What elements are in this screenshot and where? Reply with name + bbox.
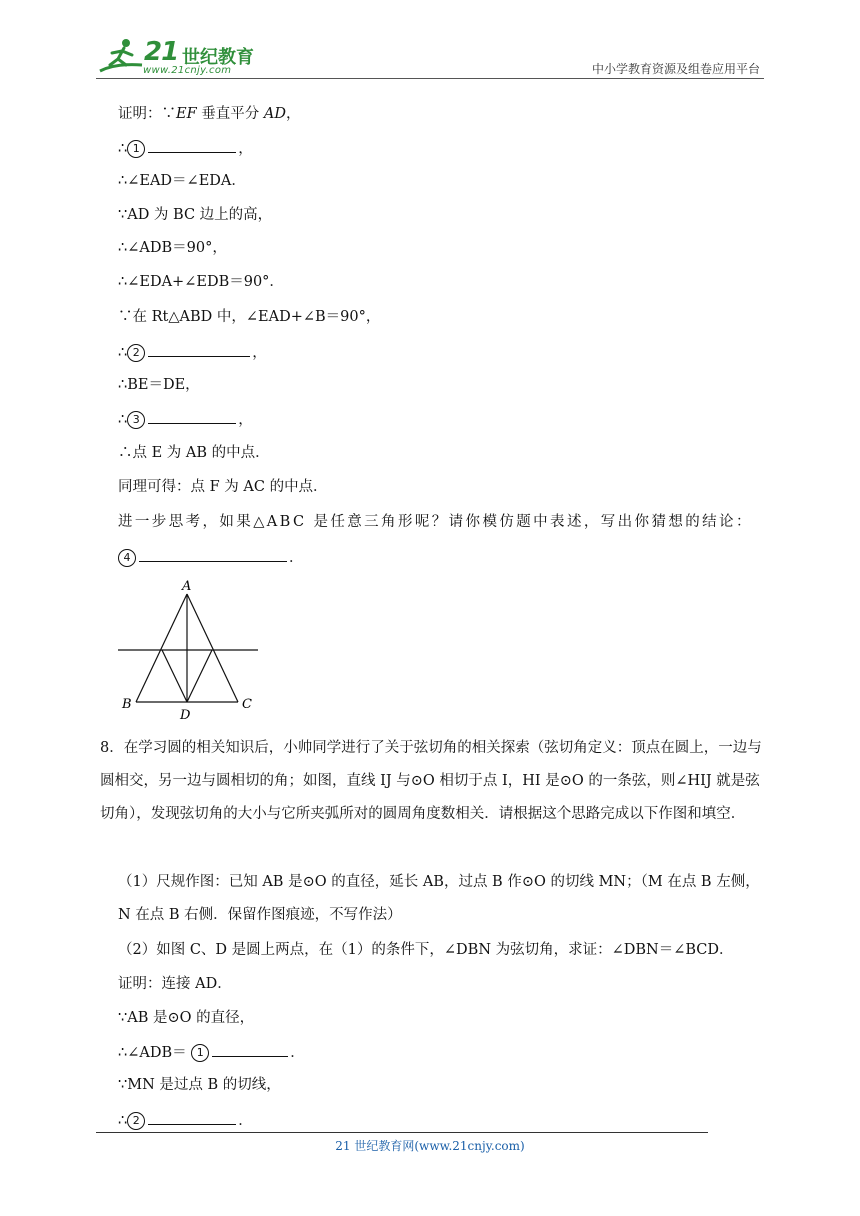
q8-proof-line-4: ∵MN 是过点 B 的切线， bbox=[118, 1077, 281, 1093]
q8-answer-blank-1[interactable] bbox=[212, 1041, 288, 1057]
logo-url: www.21cnjy.com bbox=[143, 65, 232, 76]
proof-line-7: ∵在 Rt△ABD 中，∠EAD+∠B＝90°， bbox=[118, 309, 381, 325]
proof-line-5: ∴∠ADB＝90°， bbox=[118, 240, 227, 256]
footer-divider bbox=[96, 1132, 708, 1133]
proof-line-4: ∵AD 为 BC 边上的高， bbox=[118, 207, 273, 223]
proof-line-1: 证明：∵EF 垂直平分 AD， bbox=[118, 106, 301, 122]
q8-answer-blank-2[interactable] bbox=[148, 1109, 236, 1125]
circled-number: 2 bbox=[127, 1112, 145, 1130]
runner-logo-icon bbox=[96, 35, 146, 79]
further-thinking: 进一步思考，如果△ABC 是任意三角形呢？请你模仿题中表述，写出你猜想的结论： bbox=[118, 514, 753, 530]
triangle-figure bbox=[114, 574, 264, 724]
circled-number: 1 bbox=[191, 1044, 209, 1062]
proof-line-11: ∴点 E 为 AB 的中点． bbox=[118, 445, 270, 461]
footer-link[interactable]: 21 世纪教育网(www.21cnjy.com) bbox=[335, 1139, 525, 1153]
circled-number: 1 bbox=[127, 140, 145, 158]
proof-line-9: ∴BE＝DE， bbox=[118, 377, 200, 393]
logo-text: 世纪教育 bbox=[182, 47, 254, 68]
proof-line-6: ∴∠EDA+∠EDB＝90°． bbox=[118, 274, 284, 290]
proof-line-blank-2: ∴ 2 ， bbox=[118, 341, 267, 363]
q8-proof-line-blank-1: ∴∠ADB＝ 1 ． bbox=[118, 1041, 305, 1063]
platform-title: 中小学教育资源及组卷应用平台 bbox=[591, 62, 760, 76]
question-8-part-2: （2）如图 C、D 是圆上两点，在（1）的条件下，∠DBN 为弦切角，求证：∠DBN＝∠BCD． bbox=[118, 942, 734, 958]
answer-blank-1[interactable] bbox=[148, 137, 236, 153]
proof-line-blank-4: 4 ． bbox=[118, 546, 304, 568]
circled-number: 4 bbox=[118, 549, 136, 567]
logo bbox=[96, 35, 256, 79]
proof-line-12: 同理可得：点 F 为 AC 的中点． bbox=[118, 479, 328, 495]
circled-number: 3 bbox=[127, 411, 145, 429]
logo-number: 21 bbox=[144, 37, 179, 67]
proof-line-blank-1: ∴ 1 ， bbox=[118, 137, 253, 159]
answer-blank-2[interactable] bbox=[148, 341, 250, 357]
q8-proof-line-1: 证明：连接 AD． bbox=[118, 976, 232, 992]
label-d: D bbox=[180, 708, 191, 723]
proof-line-3: ∴∠EAD＝∠EDA． bbox=[118, 173, 246, 189]
question-8-part-1: （1）尺规作图：已知 AB 是⊙O 的直径，延长 AB，过点 B 作⊙O 的切线 MN；（M 在点 B 左侧，N 在点 B 右侧．保留作图痕迹，不写作法） bbox=[118, 874, 760, 923]
label-b: B bbox=[122, 697, 132, 712]
q8-proof-line-2: ∵AB 是⊙O 的直径， bbox=[118, 1010, 255, 1026]
question-8-intro: 8．在学习圆的相关知识后，小帅同学进行了关于弦切角的相关探索（弦切角定义：顶点在圆上，一边与圆相交，另一边与圆相切的角；如图，直线 IJ 与⊙O 相切于点 I，HI 是⊙O 的一条弦，则∠HIJ 就是弦切角），发现弦切角的大小与它所夹弧所对的圆周角度数相关．请根据这个思路完成以下作图和填空． bbox=[100, 740, 762, 822]
answer-blank-3[interactable] bbox=[148, 408, 236, 424]
label-c: C bbox=[242, 697, 252, 712]
label-a: A bbox=[182, 579, 192, 594]
circled-number: 2 bbox=[127, 344, 145, 362]
header-divider bbox=[96, 78, 764, 79]
proof-line-blank-3: ∴ 3 ， bbox=[118, 408, 253, 430]
q8-proof-line-blank-2: ∴ 2 ． bbox=[118, 1109, 253, 1131]
answer-blank-4[interactable] bbox=[139, 546, 287, 562]
